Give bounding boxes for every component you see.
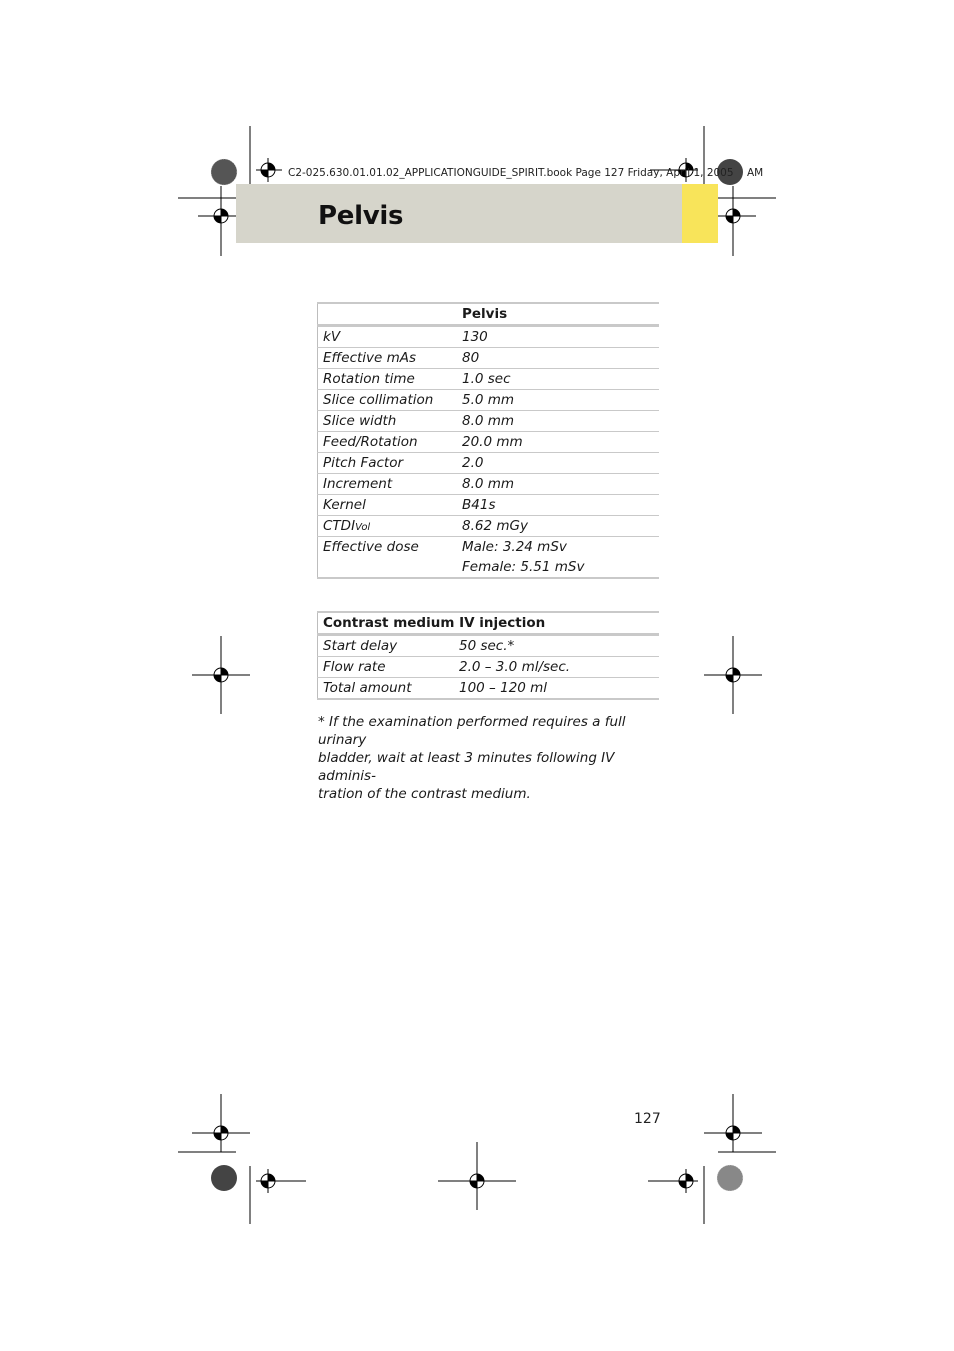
row-label: Increment — [318, 474, 458, 495]
row-value: 100 – 120 ml — [454, 678, 659, 700]
table-row — [318, 474, 660, 495]
table-row — [318, 369, 660, 390]
row-label: Rotation time — [318, 369, 458, 390]
table-header-row — [318, 303, 660, 326]
footnote-line: tration of the contrast medium. — [318, 786, 531, 802]
row-value: 80 — [457, 348, 659, 369]
row-label: Slice collimation — [318, 390, 458, 411]
table-row — [318, 537, 660, 558]
row-label: Slice width — [318, 411, 458, 432]
row-label-ctdi — [318, 516, 458, 537]
table-row — [318, 516, 660, 537]
table-row — [318, 326, 660, 348]
row-value: 1.0 sec — [457, 369, 659, 390]
row-label: Effective mAs — [318, 348, 458, 369]
row-value: 130 — [457, 326, 659, 348]
table-row — [318, 348, 660, 369]
page-number: 127 — [634, 1111, 661, 1127]
row-value: Female: 5.51 mSv — [457, 557, 659, 578]
table-row — [318, 411, 660, 432]
row-label-empty — [318, 557, 458, 578]
table-header-row — [318, 612, 660, 635]
row-label: Kernel — [318, 495, 458, 516]
table-row — [318, 495, 660, 516]
row-value: B41s — [457, 495, 659, 516]
row-label: Total amount — [318, 678, 455, 700]
table-row — [318, 635, 660, 657]
row-label: Feed/Rotation — [318, 432, 458, 453]
row-value: 50 sec.* — [454, 635, 659, 657]
scan-parameters-table — [317, 302, 659, 579]
column-header: Pelvis — [457, 303, 659, 326]
table-row — [318, 390, 660, 411]
print-slug: C2-025.630.01.01.02_APPLICATIONGUIDE_SPIRIT.book Page 127 Friday, April 1, 2005 — [288, 167, 734, 179]
page-title: Pelvis — [318, 201, 404, 231]
row-value: 2.0 – 3.0 ml/sec. — [454, 657, 659, 678]
footnote — [318, 713, 663, 803]
row-value: 8.0 mm — [457, 474, 659, 495]
table-row — [318, 657, 660, 678]
title-banner-accent — [682, 184, 718, 243]
contrast-header: Contrast medium IV injection — [318, 612, 660, 635]
contrast-medium-table — [317, 611, 659, 700]
row-value: 8.0 mm — [457, 411, 659, 432]
table-row — [318, 432, 660, 453]
row-value: 2.0 — [457, 453, 659, 474]
footnote-line: * If the examination performed requires a full urinary — [318, 714, 626, 748]
ctdi-label: CTDI — [323, 518, 356, 534]
table-row-continuation — [318, 557, 660, 578]
row-label: Pitch Factor — [318, 453, 458, 474]
row-value: Male: 3.24 mSv — [462, 539, 567, 555]
title-banner — [236, 184, 682, 243]
print-slug-suffix: AM — [747, 167, 764, 179]
footnote-line: bladder, wait at least 3 minutes following IV adminis- — [318, 750, 615, 784]
table-row — [318, 678, 660, 700]
row-label: Effective dose — [318, 537, 458, 558]
row-label: Start delay — [318, 635, 455, 657]
row-value: 20.0 mm — [457, 432, 659, 453]
row-value: 8.62 mGy — [457, 516, 659, 537]
row-label: kV — [318, 326, 458, 348]
table-row — [318, 453, 660, 474]
row-value: 5.0 mm — [457, 390, 659, 411]
table-header-empty — [318, 303, 458, 326]
row-label: Flow rate — [318, 657, 455, 678]
ctdi-subscript: Vol — [355, 522, 371, 533]
